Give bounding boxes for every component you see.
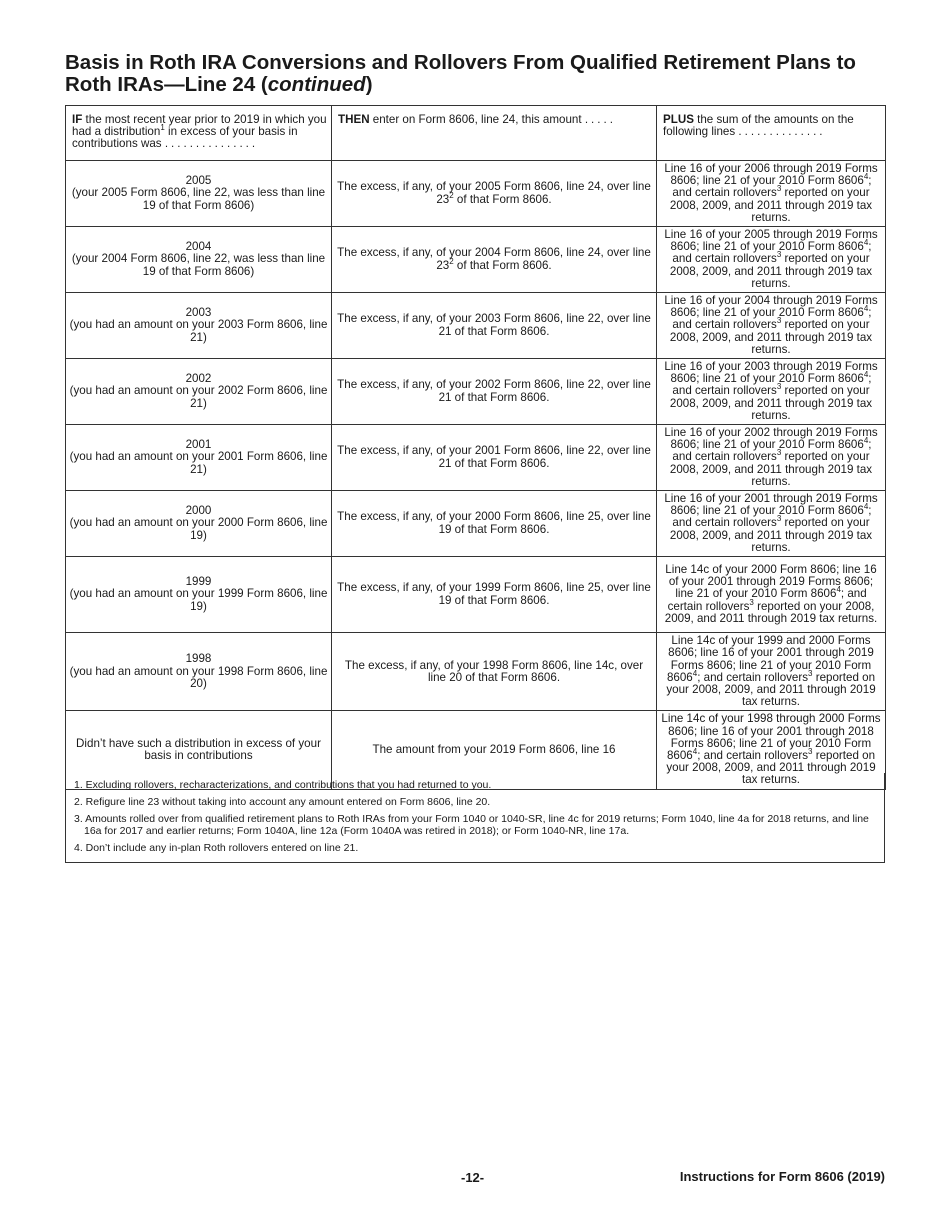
row-plus-text-a: Line 16 of your 2002 through 2019 Forms 8606; line 21 of your 2010 Form 8606 bbox=[664, 426, 878, 452]
row-plus-sup-2: 3 bbox=[776, 316, 782, 326]
header-then-text: enter on Form 8606, line 24, this amount bbox=[369, 113, 582, 126]
row-plus-text-a: Line 16 of your 2006 through 2019 Forms 8606; line 21 of your 2010 Form 8606 bbox=[664, 162, 878, 188]
title-line-1: Basis in Roth IRA Conversions and Rollovers From Qualified Retirement Plans to bbox=[65, 51, 856, 74]
row-plus-text-a: Line 16 of your 2004 through 2019 Forms 8606; line 21 of your 2010 Form 8606 bbox=[664, 294, 878, 320]
row-plus-text-c: reported on your 2008, 2009, and 2011 through 2019 tax returns. bbox=[669, 384, 873, 422]
row-then-text-a: The excess, if any, of your 2002 Form 8606, line 22, over line 21 of that Form 8606. bbox=[337, 378, 651, 404]
footnotes bbox=[65, 773, 885, 863]
header-if bbox=[66, 106, 332, 161]
title-line-2-close: ) bbox=[365, 73, 373, 96]
row-plus-text-c: reported on your 2008, 2009, and 2011 through 2019 tax returns. bbox=[666, 748, 876, 787]
row-year: 2004 bbox=[185, 240, 212, 254]
row-plus-text-a: Line 14c of your 1999 and 2000 Forms 8606; line 16 of your 2001 through 2019 Forms 8606; line 21 of your 2010 Form 8606 bbox=[666, 634, 874, 684]
row-condition: (you had an amount on your 1999 Form 8606, line 19) bbox=[69, 587, 328, 613]
row-year: 2002 bbox=[185, 372, 212, 386]
row-plus-text-a: Line 16 of your 2001 through 2019 Forms 8606; line 21 of your 2010 Form 8606 bbox=[664, 492, 878, 518]
row-plus-sup-2: 3 bbox=[776, 514, 782, 524]
row-plus-sup-2: 3 bbox=[776, 250, 782, 260]
row-plus-cell bbox=[657, 491, 886, 557]
row-then-text-a: The excess, if any, of your 2001 Form 8606, line 22, over line 21 of that Form 8606. bbox=[337, 444, 651, 470]
table-row bbox=[66, 633, 886, 711]
row-then-cell bbox=[332, 359, 657, 425]
footnote-2: 2. Refigure line 23 without taking into account any amount entered on Form 8606, line 20. bbox=[74, 796, 491, 808]
row-then-text-b: of that Form 8606. bbox=[453, 258, 552, 272]
row-if-cell bbox=[66, 633, 332, 711]
header-plus bbox=[657, 106, 886, 161]
row-plus-text-b: ; and certain rollovers bbox=[672, 438, 872, 464]
header-plus-bold: PLUS bbox=[663, 113, 694, 126]
row-plus-text-c: reported on your 2008, 2009, and 2011 through 2019 tax returns. bbox=[669, 318, 873, 356]
table-row bbox=[66, 425, 886, 491]
row-plus-sup-1: 4 bbox=[836, 585, 841, 595]
row-then-text-a: The excess, if any, of your 1998 Form 8606, line 14c, over line 20 of that Form 8606. bbox=[344, 658, 644, 684]
footnote-3: 3. Amounts rolled over from qualified retirement plans to Roth IRAs from your Form 1040 or 1040-SR, line 4c for 2019 returns; Form 1040, line 4a for 2018 returns, and line 16a for 2017 and earlier returns; Form 1040A, line 12a (Form 1040A was retired in 2018); or Form 1040-NR, line 17a. bbox=[74, 813, 869, 837]
row-plus-text-b: ; and certain rollovers bbox=[672, 372, 872, 398]
row-plus-sup-2: 3 bbox=[776, 448, 782, 458]
row-plus-sup-1: 4 bbox=[692, 747, 698, 757]
row-plus-sup-1: 4 bbox=[692, 668, 698, 678]
row-then-cell bbox=[332, 293, 657, 359]
row-plus-sup-1: 4 bbox=[863, 238, 869, 248]
row-then-text-a: The amount from your 2019 Form 8606, line 16 bbox=[372, 742, 616, 756]
row-plus-text-c: reported on your 2008, 2009, and 2011 through 2019 tax returns. bbox=[669, 186, 873, 224]
row-plus-cell bbox=[657, 359, 886, 425]
row-then-text-a: The excess, if any, of your 2005 Form 8606, line 24, over line 23 bbox=[337, 180, 651, 206]
row-plus-text-b: ; and certain rollovers bbox=[672, 306, 872, 332]
title-line-2-text: Roth IRAs—Line 24 ( bbox=[65, 73, 268, 96]
row-year: 2005 bbox=[185, 174, 212, 188]
row-plus-sup-1: 4 bbox=[863, 304, 869, 314]
header-then-bold: THEN bbox=[338, 113, 370, 126]
row-plus-cell bbox=[657, 425, 886, 491]
row-then-cell bbox=[332, 491, 657, 557]
row-then-text-b: of that Form 8606. bbox=[453, 192, 552, 206]
row-plus-sup-2: 3 bbox=[808, 668, 813, 678]
header-if-sup: 1 bbox=[160, 123, 165, 133]
row-if-cell bbox=[66, 557, 332, 633]
row-then-sup: 2 bbox=[449, 256, 454, 266]
row-condition: (you had an amount on your 1998 Form 8606, line 20) bbox=[69, 664, 328, 690]
header-plus-text: the sum of the amounts on the following lines bbox=[663, 113, 854, 139]
row-then-cell bbox=[332, 227, 657, 293]
row-plus-sup-2: 3 bbox=[749, 597, 754, 607]
row-if-cell bbox=[66, 425, 332, 491]
row-plus-sup-2: 3 bbox=[776, 184, 782, 194]
row-plus-text-a: Line 16 of your 2005 through 2019 Forms 8606; line 21 of your 2010 Form 8606 bbox=[664, 228, 878, 254]
row-then-cell bbox=[332, 161, 657, 227]
row-plus-sup-1: 4 bbox=[863, 370, 869, 380]
row-plus-sup-1: 4 bbox=[863, 172, 869, 182]
row-plus-cell bbox=[657, 633, 886, 711]
table-header-row bbox=[66, 106, 886, 161]
row-condition: (you had an amount on your 2000 Form 8606, line 19) bbox=[69, 516, 328, 542]
document-name: Instructions for Form 8606 (2019) bbox=[679, 1169, 885, 1184]
row-plus-cell bbox=[657, 227, 886, 293]
row-if-cell bbox=[66, 227, 332, 293]
row-plus-text-b: ; and certain rollovers bbox=[667, 587, 867, 613]
footnote-4: 4. Don’t include any in-plan Roth rollovers entered on line 21. bbox=[74, 842, 359, 854]
row-then-sup: 2 bbox=[449, 190, 454, 200]
basis-table bbox=[65, 105, 886, 790]
row-plus-text-a: Line 16 of your 2003 through 2019 Forms 8606; line 21 of your 2010 Form 8606 bbox=[664, 360, 878, 386]
row-condition: (you had an amount on your 2003 Form 8606, line 21) bbox=[69, 318, 328, 344]
header-then bbox=[332, 106, 657, 161]
row-plus-text-a: Line 14c of your 2000 Form 8606; line 16 of your 2001 through 2019 Forms 8606; line 21 of your 2010 Form 8606 bbox=[665, 563, 877, 601]
row-plus-sup-2: 3 bbox=[808, 747, 813, 757]
header-then-dots: ..... bbox=[584, 113, 616, 126]
row-year: 2003 bbox=[185, 306, 212, 320]
row-condition: (you had an amount on your 2001 Form 8606, line 21) bbox=[69, 450, 328, 476]
row-plus-text-b: ; and certain rollovers bbox=[697, 670, 809, 684]
header-if-text-b: in excess of your basis in contributions was bbox=[72, 125, 298, 151]
page-title bbox=[65, 52, 885, 96]
header-if-text-a: the most recent year prior to 2019 in which you had a distribution bbox=[72, 113, 327, 139]
row-plus-text-c: reported on your 2008, 2009, and 2011 through 2019 tax returns. bbox=[666, 670, 876, 709]
row-if-cell bbox=[66, 161, 332, 227]
row-condition: (you had an amount on your 2002 Form 8606, line 21) bbox=[69, 384, 328, 410]
row-condition: (your 2005 Form 8606, line 22, was less than line 19 of that Form 8606) bbox=[71, 186, 326, 212]
page-number: -12- bbox=[461, 1170, 485, 1185]
row-plus-cell bbox=[657, 557, 886, 633]
row-plus-text-c: reported on your 2008, 2009, and 2011 through 2019 tax returns. bbox=[669, 252, 873, 290]
row-then-cell bbox=[332, 633, 657, 711]
row-condition: (your 2004 Form 8606, line 22, was less than line 19 of that Form 8606) bbox=[71, 252, 326, 278]
row-then-cell bbox=[332, 557, 657, 633]
header-if-bold: IF bbox=[72, 113, 83, 126]
row-if-cell bbox=[66, 293, 332, 359]
row-then-text-a: The excess, if any, of your 2003 Form 8606, line 22, over line 21 of that Form 8606. bbox=[337, 312, 651, 338]
row-year: 1999 bbox=[185, 575, 212, 589]
row-plus-sup-1: 4 bbox=[863, 436, 869, 446]
header-plus-dots: .............. bbox=[738, 125, 826, 139]
row-then-text-a: The excess, if any, of your 2004 Form 8606, line 24, over line 23 bbox=[337, 246, 651, 272]
row-plus-text-c: reported on your 2008, 2009, and 2011 through 2019 tax returns. bbox=[664, 599, 878, 625]
row-year: 2001 bbox=[185, 438, 212, 452]
row-if-cell bbox=[66, 359, 332, 425]
row-plus-text-b: ; and certain rollovers bbox=[672, 240, 872, 266]
row-if-cell bbox=[66, 491, 332, 557]
row-plus-cell bbox=[657, 293, 886, 359]
table-row bbox=[66, 359, 886, 425]
row-condition: Didn’t have such a distribution in excess of your basis in contributions bbox=[76, 736, 321, 762]
table-row bbox=[66, 491, 886, 557]
row-plus-text-b: ; and certain rollovers bbox=[672, 504, 872, 530]
row-year: 2000 bbox=[185, 504, 212, 518]
footnote-1: 1. Excluding rollovers, recharacterizations, and contributions that you had returned to you. bbox=[74, 779, 492, 791]
table-row bbox=[66, 161, 886, 227]
row-then-text-a: The excess, if any, of your 2000 Form 8606, line 25, over line 19 of that Form 8606. bbox=[337, 510, 651, 536]
row-plus-text-c: reported on your 2008, 2009, and 2011 through 2019 tax returns. bbox=[669, 450, 873, 488]
row-plus-cell bbox=[657, 161, 886, 227]
row-plus-text-b: ; and certain rollovers bbox=[672, 174, 872, 200]
row-then-text-a: The excess, if any, of your 1999 Form 8606, line 25, over line 19 of that Form 8606. bbox=[337, 581, 651, 607]
row-plus-text-b: ; and certain rollovers bbox=[697, 748, 809, 762]
row-plus-sup-1: 4 bbox=[863, 502, 869, 512]
title-continued: continued bbox=[267, 73, 366, 96]
table-row bbox=[66, 227, 886, 293]
table-row bbox=[66, 557, 886, 633]
row-plus-text-c: reported on your 2008, 2009, and 2011 through 2019 tax returns. bbox=[669, 516, 873, 554]
row-plus-sup-2: 3 bbox=[776, 382, 782, 392]
title-line-2 bbox=[65, 74, 885, 96]
row-plus-text-a: Line 14c of your 1998 through 2000 Forms 8606; line 16 of your 2001 through 2018 Forms 8606; line 21 of your 2010 Form 8606 bbox=[661, 712, 881, 762]
row-year: 1998 bbox=[185, 652, 212, 666]
row-then-cell bbox=[332, 425, 657, 491]
table-row bbox=[66, 293, 886, 359]
header-if-dots: ............... bbox=[164, 137, 259, 151]
